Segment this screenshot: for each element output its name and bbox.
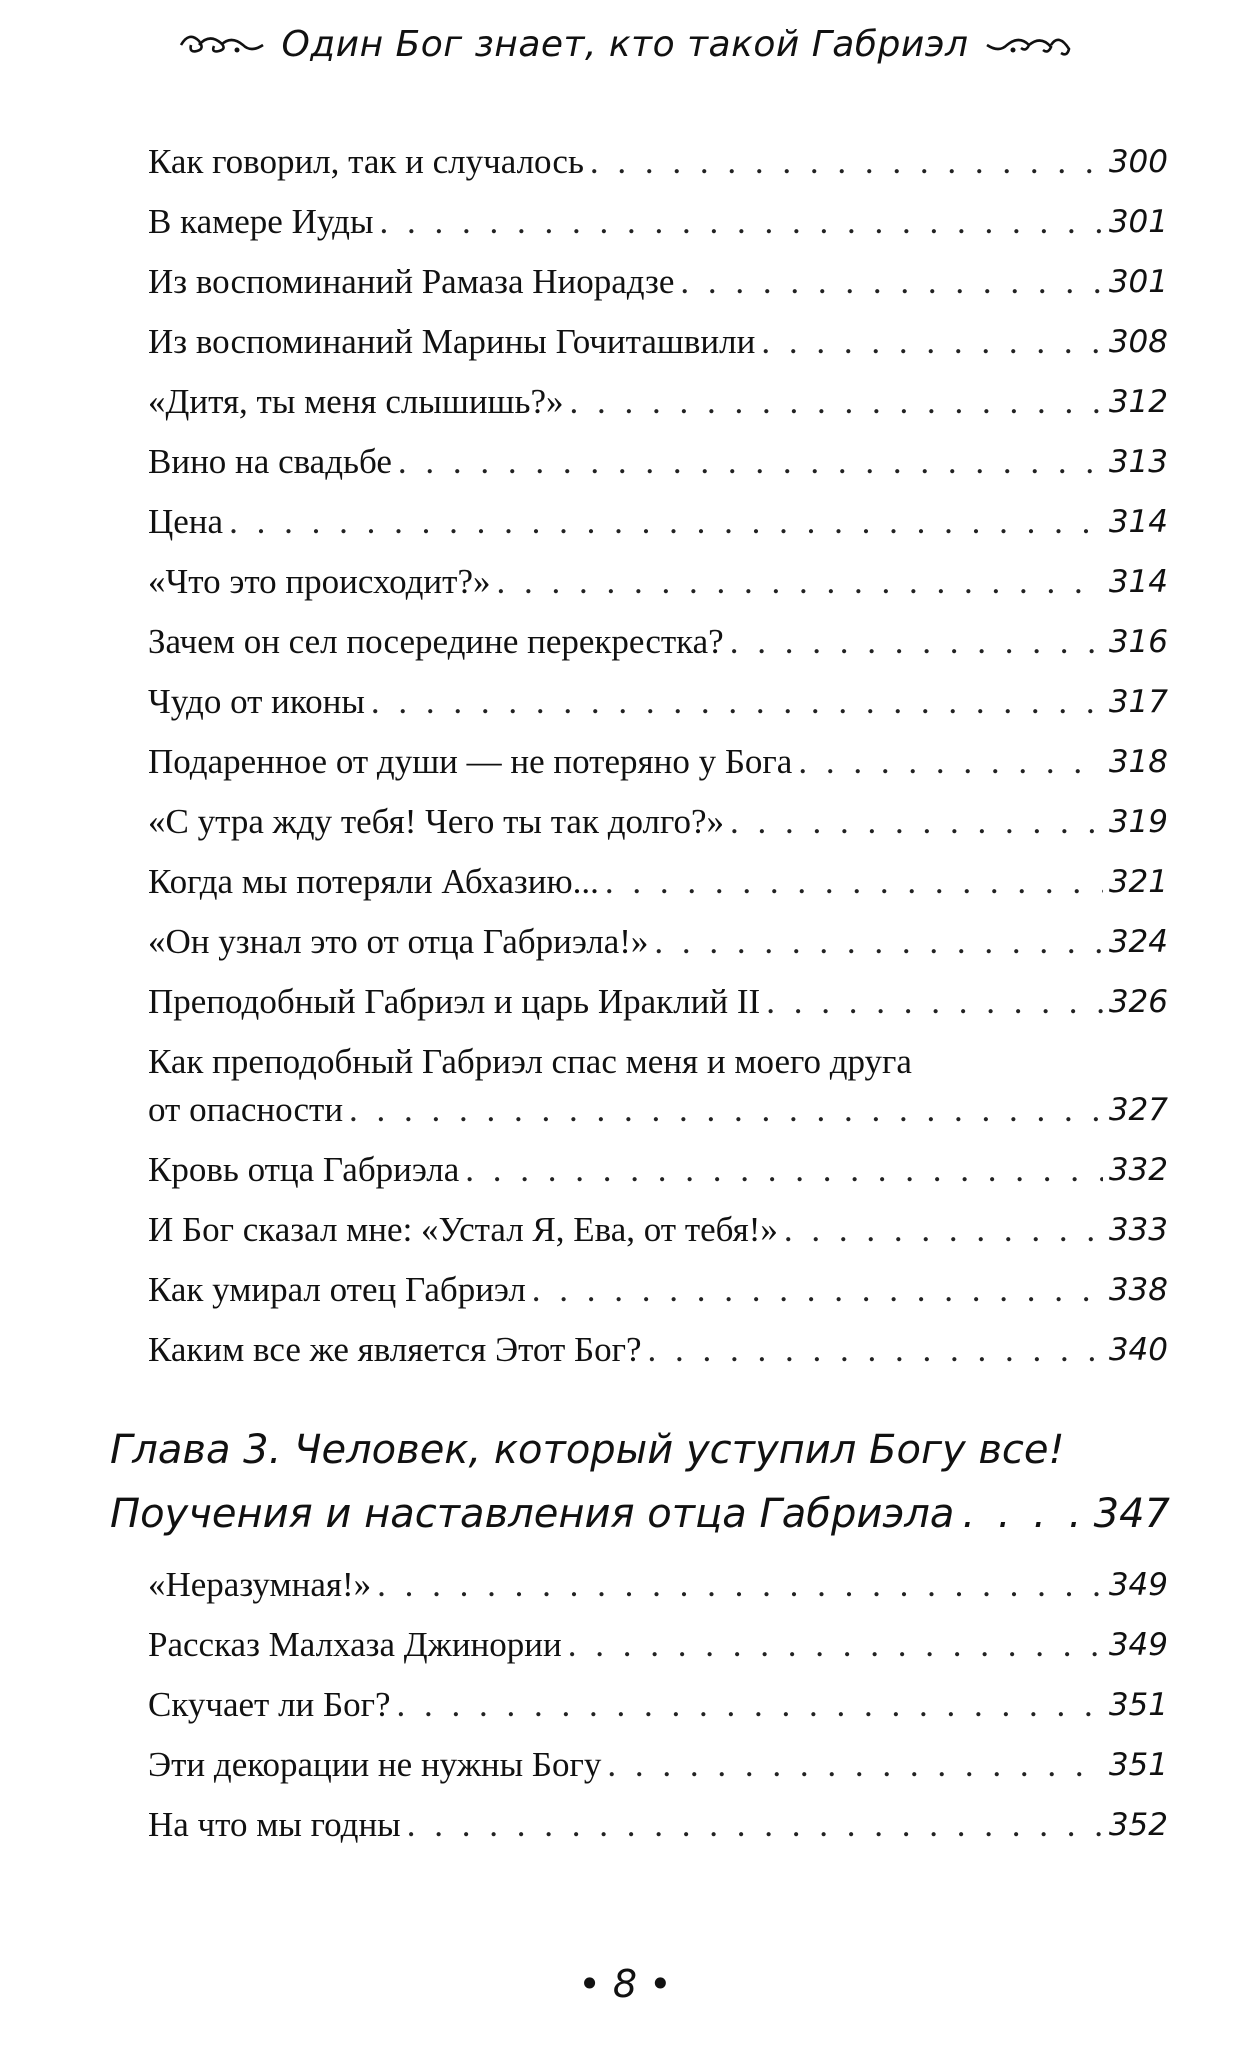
toc-entry — [148, 678, 1168, 726]
toc-entry-title: Каким все же является Этот Бог? — [148, 1330, 642, 1369]
toc-entry-title: Рассказ Малхаза Джинории — [148, 1625, 562, 1664]
toc-entry-title-line2: от опасности — [148, 1090, 344, 1129]
dot-leader — [379, 198, 1102, 246]
toc-entry-title: «С утра жду тебя! Чего ты так долго?» — [148, 802, 725, 841]
dot-leader — [605, 858, 1103, 906]
dot-leader — [371, 678, 1103, 726]
toc-entry-title: Как говорил, так и случалось — [148, 142, 584, 181]
chapter-heading — [110, 1418, 1170, 1546]
chapter-page: 347 — [1093, 1491, 1170, 1537]
toc-entry-title: Эти декорации не нужны Богу — [148, 1745, 602, 1784]
toc-entry-page: 338 — [1108, 1272, 1168, 1308]
toc-entry-title: «Неразумная!» — [148, 1565, 372, 1604]
dot-leader — [570, 378, 1103, 426]
toc-entry-title: Скучает ли Бог? — [148, 1685, 391, 1724]
dot-leader — [497, 558, 1103, 606]
toc-entry — [148, 1675, 1168, 1735]
toc-entry — [148, 1146, 1168, 1194]
toc-entry-page: 314 — [1108, 564, 1168, 600]
toc-entry — [148, 558, 1168, 606]
dot-leader — [730, 798, 1103, 846]
page-number: • 8 • — [578, 1962, 672, 2006]
toc-entry — [148, 438, 1168, 486]
toc-entry-title: На что мы годны — [148, 1805, 401, 1844]
toc-entry-page: 326 — [1108, 984, 1168, 1020]
toc-entry — [148, 1266, 1168, 1314]
toc-entry-page: 319 — [1108, 804, 1168, 840]
toc-entry-title: Цена — [148, 502, 224, 541]
toc-entry-title: Из воспоминаний Рамаза Ниорадзе — [148, 262, 675, 301]
ornament-right-icon — [983, 28, 1073, 62]
toc-entry-page: 332 — [1108, 1152, 1168, 1188]
toc-entry-title: В камере Иуды — [148, 202, 374, 241]
toc-entry — [148, 1795, 1168, 1855]
chapter-title: Глава 3. Человек, который уступил Богу все! — [110, 1427, 1065, 1473]
toc-entry-page: 313 — [1108, 444, 1168, 480]
toc-entry-title: Преподобный Габриэл и царь Ираклий II — [148, 982, 761, 1021]
toc-entry-title: Зачем он сел посередине перекрестка? — [148, 622, 724, 661]
dot-leader — [397, 1675, 1103, 1735]
toc-entry-page: 317 — [1108, 684, 1168, 720]
running-title: Один Бог знает, кто такой Габриэл — [281, 24, 969, 65]
dot-leader — [680, 258, 1102, 306]
toc-entry-page: 349 — [1108, 1627, 1168, 1663]
running-head — [0, 24, 1250, 65]
toc-entry-title: Из воспоминаний Марины Гочиташвили — [148, 322, 756, 361]
toc-entry-page: 352 — [1108, 1807, 1168, 1843]
toc-entry-page: 324 — [1108, 924, 1168, 960]
toc-entry — [148, 498, 1168, 546]
toc-entry-page: 312 — [1108, 384, 1168, 420]
dot-leader — [568, 1615, 1103, 1675]
toc-entry-title: «Что это происходит?» — [148, 562, 491, 601]
toc-entry — [148, 1326, 1168, 1374]
toc-entry-title: Чудо от иконы — [148, 682, 365, 721]
toc-entry-title: Вино на свадьбе — [148, 442, 392, 481]
dot-leader — [349, 1086, 1103, 1134]
toc-entry-page: 351 — [1108, 1687, 1168, 1723]
toc-entry — [148, 858, 1168, 906]
toc-entry — [148, 1206, 1168, 1254]
toc-entry — [148, 198, 1168, 246]
toc-entry-title: «Он узнал это от отца Габриэла!» — [148, 922, 649, 961]
toc-entry — [148, 1615, 1168, 1675]
dot-leader — [766, 978, 1103, 1026]
toc-entry — [148, 1555, 1168, 1615]
toc-list — [148, 138, 1168, 1374]
toc-entry-page: 300 — [1108, 144, 1168, 180]
dot-leader — [962, 1482, 1085, 1546]
ornament-left-icon — [177, 28, 267, 62]
toc-entry-page: 301 — [1108, 264, 1168, 300]
toc-entry-title: Кровь отца Габриэла — [148, 1150, 460, 1189]
toc-entry — [148, 378, 1168, 426]
toc-entry-title: Когда мы потеряли Абхазию... — [148, 862, 599, 901]
toc-entry-page: 314 — [1108, 504, 1168, 540]
toc-entry-page: 349 — [1108, 1567, 1168, 1603]
dot-leader — [607, 1735, 1102, 1795]
dot-leader — [654, 918, 1102, 966]
dot-leader — [407, 1795, 1103, 1855]
dot-leader — [761, 318, 1103, 366]
toc-entry-page: 321 — [1108, 864, 1168, 900]
toc-entry — [148, 978, 1168, 1026]
dot-leader — [398, 438, 1103, 486]
dot-leader — [590, 138, 1103, 186]
dot-leader — [465, 1146, 1103, 1194]
toc-entry — [148, 318, 1168, 366]
toc-entry — [148, 918, 1168, 966]
toc-entry-page: 318 — [1108, 744, 1168, 780]
toc-entry-title: «Дитя, ты меня слышишь?» — [148, 382, 564, 421]
toc-entry-multiline — [148, 1038, 1168, 1134]
dot-leader — [532, 1266, 1103, 1314]
toc-entry — [148, 258, 1168, 306]
toc-entry-page: 301 — [1108, 204, 1168, 240]
dot-leader — [648, 1326, 1103, 1374]
toc-entry-title: Как умирал отец Габриэл — [148, 1270, 526, 1309]
dot-leader — [784, 1206, 1103, 1254]
chapter-subtitle-row — [110, 1482, 1170, 1546]
toc-entry-title-line1: Как преподобный Габриэл спас меня и моего друга — [148, 1042, 912, 1081]
chapter-subtitle: Поучения и наставления отца Габриэла — [110, 1491, 955, 1537]
dot-leader — [377, 1555, 1103, 1615]
toc-entry — [148, 798, 1168, 846]
dot-leader — [730, 618, 1103, 666]
toc-entry-title: Подаренное от души — не потеряно у Бога — [148, 742, 793, 781]
toc-entry-page: 327 — [1108, 1092, 1168, 1128]
toc-entry-page: 308 — [1108, 324, 1168, 360]
toc-entry-page: 316 — [1108, 624, 1168, 660]
chapter-toc-list — [148, 1555, 1168, 1855]
toc-entry — [148, 738, 1168, 786]
toc-entry — [148, 138, 1168, 186]
toc-entry-title: И Бог сказал мне: «Устал Я, Ева, от тебя!» — [148, 1210, 778, 1249]
toc-entry-page: 333 — [1108, 1212, 1168, 1248]
toc-entry-page: 351 — [1108, 1747, 1168, 1783]
toc-entry-page: 340 — [1108, 1332, 1168, 1368]
toc-entry — [148, 618, 1168, 666]
toc-entry — [148, 1086, 1168, 1134]
dot-leader — [798, 738, 1103, 786]
toc-entry — [148, 1735, 1168, 1795]
dot-leader — [229, 498, 1103, 546]
